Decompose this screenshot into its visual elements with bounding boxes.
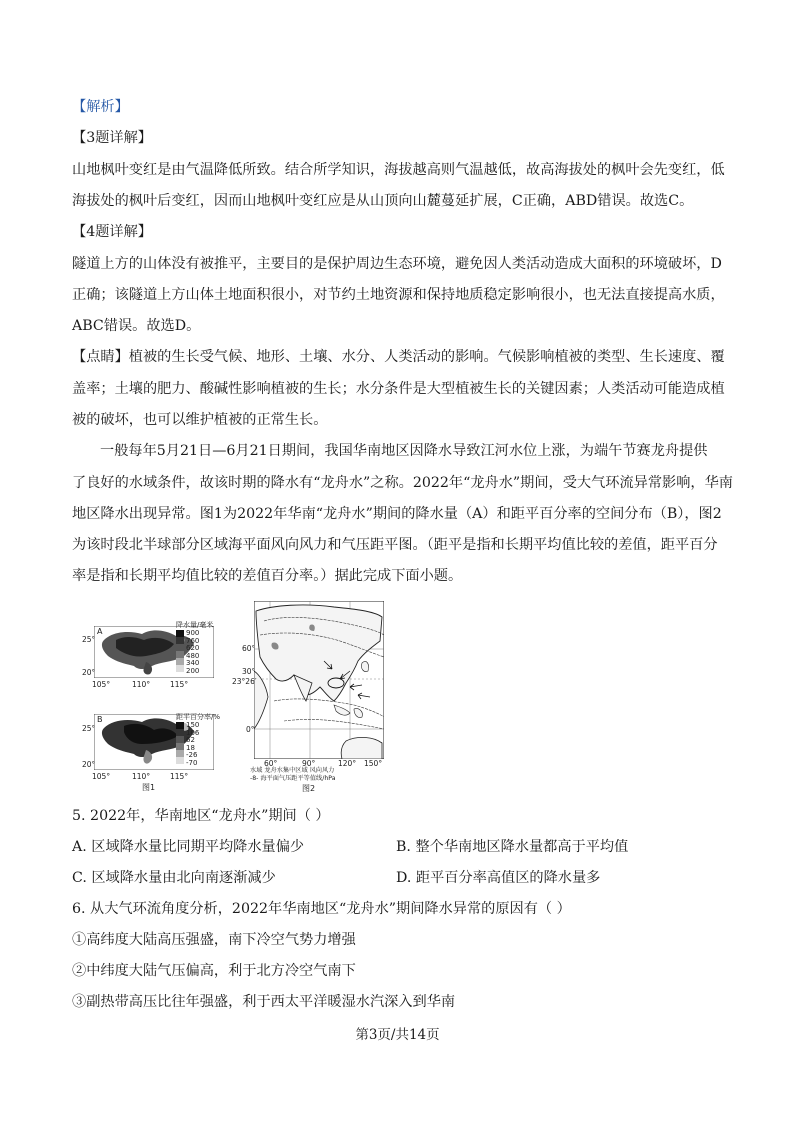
fig1b-lon-115: 115°	[170, 772, 189, 781]
fig1a-legend-v5: 200	[186, 666, 200, 675]
q4-header: 【4题详解】	[72, 224, 152, 240]
q5-stem: 5. 2022年，华南地区“龙舟水”期间（ ）	[72, 808, 330, 824]
fig2-lon-120: 120°	[338, 759, 357, 768]
q6-stem: 6. 从大气环流角度分析，2022年华南地区“龙舟水”期间降水异常的原因有（ ）	[72, 901, 571, 917]
q6-item-2: ②中纬度大陆气压偏高，利于北方冷空气南下	[72, 963, 356, 979]
fig1b-legend-ramp	[176, 722, 184, 766]
fig1b-lat-25: 25°	[82, 724, 96, 733]
fig1b-legend-v1: 106	[186, 728, 200, 737]
tip-line-2: 盖率；土壤的肥力、酸碱性影响植被的生长；水分条件是大型植被生长的关键因素；人类活动可能造成植	[72, 381, 725, 397]
fig1a-lon-115: 115°	[170, 680, 189, 689]
fig1b-legend-v5: -70	[186, 758, 198, 767]
fig2-lat-60: 60°	[242, 644, 256, 653]
fig1a-lon-110: 110°	[132, 680, 151, 689]
fig1a-legend-ramp	[176, 630, 184, 674]
analysis-header: 【解析】	[72, 99, 129, 115]
fig1b-lon-105: 105°	[92, 772, 111, 781]
q4-line-1: 隧道上方的山体没有被推平，主要目的是保护周边生态环境，避免因人类活动造成大面积的环境破坏，D	[72, 256, 722, 272]
q3-line-1: 山地枫叶变红是由气温降低所致。结合所学知识，海拔越高则气温越低，故高海拔处的枫叶会先变红，低	[72, 162, 725, 178]
fig1b-legend-v0: 150	[186, 721, 200, 729]
fig1a-legend-v0: 900	[186, 629, 200, 637]
figure-2	[232, 599, 388, 795]
figure-1	[78, 600, 248, 795]
figure1-caption: 图1	[142, 783, 156, 792]
passage-line-4: 为该时段北半球部分区域海平面风向风力和气压距平图。（距平是指和长期平均值比较的差值，距平百分	[72, 537, 718, 553]
fig2-lat-30: 30°	[242, 667, 256, 676]
fig1b-legend-v2: 62	[186, 736, 195, 744]
q4-line-3: ABC错误。故选D。	[72, 318, 201, 334]
passage-line-1: 一般每年5月21日—6月21日期间，我国华南地区因降水导致江河水位上涨，为端午节赛龙舟提供	[100, 443, 708, 459]
fig1b-legend-v3: 18	[186, 743, 195, 752]
tip-line-3: 被的破坏，也可以维护植被的正常生长。	[72, 412, 328, 428]
q5-option-d[interactable]: D. 距平百分率高值区的降水量多	[396, 870, 601, 886]
q6-item-1: ①高纬度大陆高压强盛，南下冷空气势力增强	[72, 932, 356, 948]
passage-line-3: 地区降水出现异常。图1为2022年华南“龙舟水”期间的降水量（A）和距平百分率的空间分布（B），图2	[72, 506, 722, 522]
fig2-lon-150: 150°	[364, 759, 383, 768]
fig1a-lon-105: 105°	[92, 680, 111, 689]
fig1a-legend-v4: 340	[186, 659, 200, 667]
fig1a-legend-title: 降水量/毫米	[176, 621, 214, 629]
fig1a-lat-20: 20°	[82, 668, 96, 677]
q6-item-3: ③副热带高压比往年强盛，利于西太平洋暖湿水汽深入到华南	[72, 994, 456, 1010]
tip-text-1: 植被的生长受气候、地形、土壤、水分、人类活动的影响。气候影响植被的类型、生长速度、覆	[128, 349, 725, 365]
passage-line-2: 了良好的水域条件，故该时期的降水有“龙舟水”之称。2022年“龙舟水”期间，受大气环流异常影响，华南	[72, 475, 733, 491]
fig2-legend-line-1: 水域 龙舟水集中区域 风向风力	[250, 767, 335, 774]
q3-header: 【3题详解】	[72, 130, 152, 146]
fig2-lon-60: 60°	[264, 759, 278, 768]
fig1a-legend-v1: 760	[186, 636, 200, 645]
fig1a-legend-v2: 620	[186, 644, 200, 652]
fig1a-legend-v3: 480	[186, 651, 200, 660]
fig1b-lon-110: 110°	[132, 772, 151, 781]
tip-line-1	[72, 347, 725, 367]
q5-option-b[interactable]: B. 整个华南地区降水量都高于平均值	[396, 839, 629, 855]
fig2-lat-0: 0°	[246, 725, 255, 734]
passage-line-5: 率是指和长期平均值比较的差值百分率。）据此完成下面小题。	[72, 568, 463, 584]
page-footer: 第3页/共14页	[355, 1027, 440, 1043]
fig1-panel-a-label: A	[97, 627, 103, 636]
fig2-lat-tropic: 23°26′	[232, 677, 257, 686]
tip-label: 【点睛】	[72, 349, 129, 365]
fig2-lon-90: 90°	[302, 759, 316, 768]
figure2-caption: 图2	[302, 784, 316, 793]
q3-line-2: 海拔处的枫叶后变红，因而山地枫叶变红应是从山顶向山麓蔓延扩展，C正确，ABD错误。故选C。	[72, 193, 694, 209]
fig1b-lat-20: 20°	[82, 760, 96, 769]
fig2-legend-line-2: -8- 海平面气压距平等值线/hPa	[250, 775, 336, 782]
q5-option-a[interactable]: A. 区域降水量比同期平均降水量偏少	[72, 839, 305, 855]
q4-line-2: 正确；该隧道上方山体土地面积很小，对节约土地资源和保持地质稳定影响很小，也无法直接提高水质，	[72, 287, 725, 303]
fig1-panel-b-label: B	[97, 715, 103, 724]
fig1b-legend-title: 距平百分率/%	[176, 713, 221, 721]
figure2-map	[254, 601, 384, 759]
fig1a-legend-values	[186, 630, 199, 675]
q5-option-c[interactable]: C. 区域降水量由北向南逐渐减少	[72, 870, 276, 886]
fig1b-legend-values	[186, 722, 199, 767]
fig1b-legend-v4: -26	[186, 751, 198, 759]
fig1a-lat-25: 25°	[82, 635, 96, 644]
